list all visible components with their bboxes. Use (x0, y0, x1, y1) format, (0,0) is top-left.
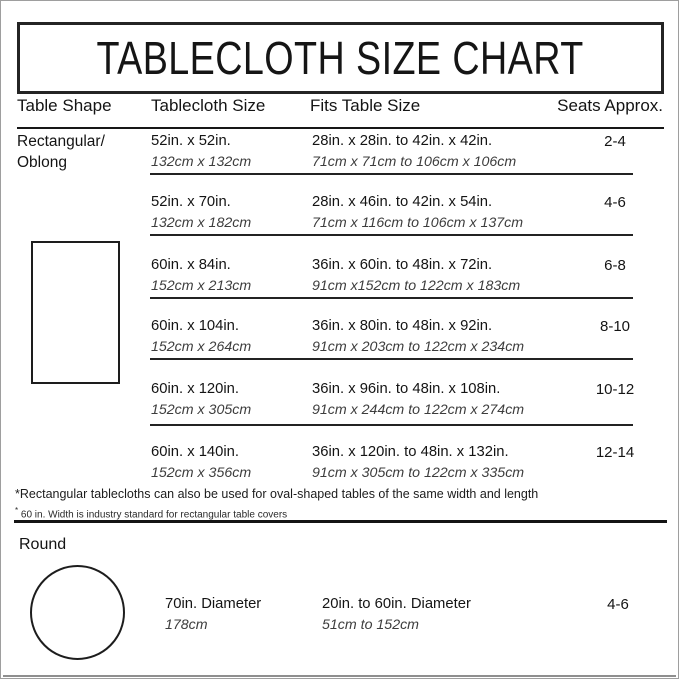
fits-inches: 28in. x 28in. to 42in. x 42in. (312, 133, 493, 149)
size-cm: 132cm x 182cm (151, 215, 252, 231)
group-label-line2: Oblong (17, 154, 67, 171)
tablecloth-size-cell (151, 442, 309, 484)
fits-inches: 36in. x 60in. to 48in. x 72in. (312, 257, 493, 273)
fits-table-size-cell (312, 442, 612, 484)
size-cm: 152cm x 356cm (151, 465, 252, 481)
footnote-asterisk: * (15, 506, 19, 515)
row-separator (150, 424, 633, 426)
tablecloth-size-cell (165, 594, 323, 636)
fits-cm: 91cm x 305cm to 122cm x 335cm (312, 465, 525, 481)
seats-value: 10-12 (595, 381, 635, 398)
fits-cm: 51cm to 152cm (322, 617, 419, 633)
fits-table-size-cell (312, 255, 612, 297)
size-inches: 60in. x 104in. (151, 318, 240, 334)
fits-inches: 36in. x 120in. to 48in. x 132in. (312, 444, 509, 460)
fits-inches: 36in. x 80in. to 48in. x 92in. (312, 318, 493, 334)
row-separator (150, 173, 633, 175)
size-inches: 52in. x 70in. (151, 194, 231, 210)
fits-table-size-cell (312, 379, 612, 421)
seats-value: 4-6 (604, 194, 626, 211)
fits-cm: 71cm x 116cm to 106cm x 137cm (312, 215, 524, 231)
size-inches: 52in. x 52in. (151, 133, 231, 149)
tablecloth-size-cell (151, 379, 309, 421)
rectangle-shape-icon (31, 241, 120, 384)
column-header-table-shape: Table Shape (17, 96, 112, 115)
circle-shape-icon (30, 565, 125, 660)
size-cm: 152cm x 305cm (151, 402, 252, 418)
title-box (17, 22, 664, 94)
size-cm: 152cm x 264cm (151, 339, 252, 355)
size-inches: 70in. Diameter (165, 596, 262, 612)
column-header-seats-approx: Seats Approx. (557, 96, 663, 115)
column-header-tablecloth-size: Tablecloth Size (151, 96, 266, 115)
table-row (151, 255, 664, 299)
fits-table-size-cell (312, 192, 612, 234)
size-cm: 152cm x 213cm (151, 278, 252, 294)
fits-inches: 36in. x 96in. to 48in. x 108in. (312, 381, 501, 397)
row-separator (150, 358, 633, 360)
column-header-fits-table-size: Fits Table Size (310, 96, 421, 115)
table-row (151, 131, 664, 175)
row-group-label-rectangular-oblong (17, 131, 105, 173)
bottom-edge-rule (3, 675, 676, 677)
table-row (165, 594, 678, 638)
footnote-oval: *Rectangular tablecloths can also be used for oval-shaped tables of the same width and length (15, 487, 539, 501)
size-cm: 132cm x 132cm (151, 154, 252, 170)
size-inches: 60in. x 84in. (151, 257, 231, 273)
fits-cm: 91cm x 203cm to 122cm x 234cm (312, 339, 525, 355)
size-inches: 60in. x 140in. (151, 444, 240, 460)
table-row (151, 192, 664, 236)
size-cm: 178cm (165, 617, 208, 633)
table-row (151, 316, 664, 360)
seats-value: 2-4 (604, 133, 626, 150)
page-title: TABLECLOTH SIZE CHART (96, 32, 585, 84)
fits-inches: 28in. x 46in. to 42in. x 54in. (312, 194, 493, 210)
row-group-label-round: Round (19, 536, 67, 553)
tablecloth-size-cell (151, 192, 309, 234)
fits-cm: 91cm x 244cm to 122cm x 274cm (312, 402, 525, 418)
seats-value: 6-8 (604, 257, 626, 274)
fits-table-size-cell (322, 594, 622, 636)
fits-cm: 71cm x 71cm to 106cm x 106cm (312, 154, 517, 170)
footnote-width-text: 60 in. Width is industry standard for rectangular table covers (20, 509, 288, 521)
footnote-width-standard (15, 506, 287, 520)
tablecloth-size-cell (151, 131, 309, 173)
fits-table-size-cell (312, 316, 612, 358)
header-divider-rule (17, 127, 664, 129)
group-label-line1: Rectangular/ (17, 133, 105, 150)
section-divider-rule (14, 520, 667, 523)
seats-value: 8-10 (599, 318, 631, 335)
fits-cm: 91cm x152cm to 122cm x 183cm (312, 278, 521, 294)
row-separator (150, 297, 633, 299)
fits-inches: 20in. to 60in. Diameter (322, 596, 471, 612)
seats-value: 4-6 (607, 596, 629, 613)
table-row (151, 379, 664, 423)
size-inches: 60in. x 120in. (151, 381, 240, 397)
row-separator (150, 234, 633, 236)
tablecloth-size-cell (151, 255, 309, 297)
fits-table-size-cell (312, 131, 612, 173)
table-row (151, 442, 664, 486)
seats-value: 12-14 (595, 444, 635, 461)
tablecloth-size-cell (151, 316, 309, 358)
